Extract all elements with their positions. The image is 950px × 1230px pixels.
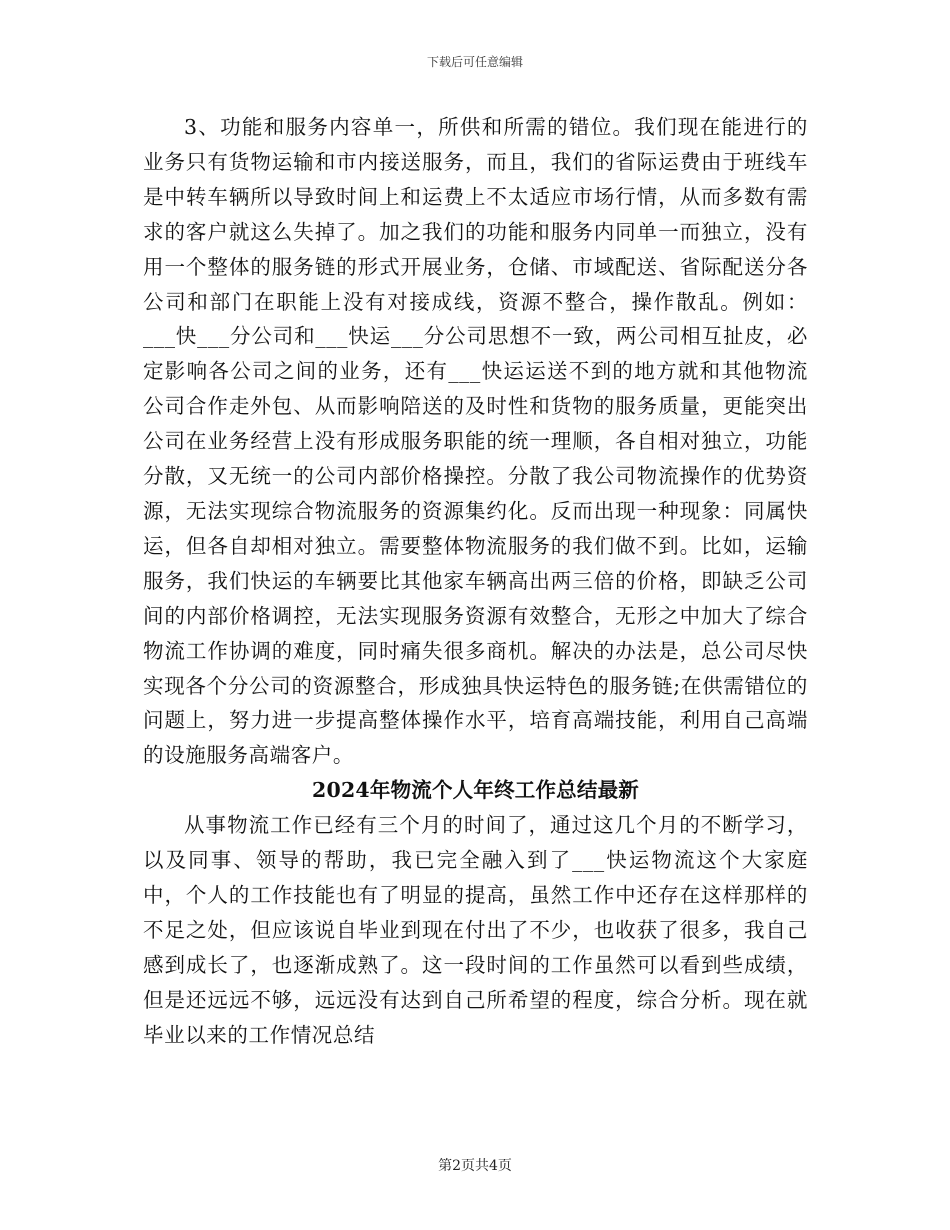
- page-header-note: 下载后可任意编辑: [426, 55, 523, 69]
- page-number: 第2页共4页: [438, 1158, 512, 1174]
- section-title: 2024年物流个人年终工作总结最新: [312, 778, 639, 803]
- document-body: [143, 110, 808, 1052]
- body-paragraph-1: 3、功能和服务内容单一，所供和所需的错位。我们现在能进行的业务只有货物运输和市内接送服务，而且，我们的省际运费由于班线车是中转车辆所以导致时间上和运费上不太适应市场行情，从而多数有需求的客户就这么失掉了。加之我们的功能和服务内同单一而独立，没有用一个整体的服务链的形式开展业务，仓储、市域配送、省际配送分各公司和部门在职能上没有对接成线，资源不整合，操作散乱。例如：___快___分公司和___快运___分公司思想不一致，两公司相互扯皮，必定影响各公司之间的业务，还有___快运运送不到的地方就和其他物流公司合作走外包、从而影响陪送的及时性和货物的服务质量，更能突出公司在业务经营上没有形成服务职能的统一理顺，各自相对独立，功能分散，又无统一的公司内部价格操控。分散了我公司物流操作的优势资源，无法实现综合物流服务的资源集约化。反而出现一种现象：同属快运，但各自却相对独立。需要整体物流服务的我们做不到。比如，运输服务，我们快运的车辆要比其他家车辆高出两三倍的价格，即缺乏公司间的内部价格调控，无法实现服务资源有效整合，无形之中加大了综合物流工作协调的难度，同时痛失很多商机。解决的办法是，总公司尽快实现各个分公司的资源整合，形成独具快运特色的服务链;在供需错位的问题上，努力进一步提高整体操作水平，培育高端技能，利用自己高端的设施服务高端客户。: [143, 115, 808, 768]
- body-paragraph-2: 从事物流工作已经有三个月的时间了，通过这几个月的不断学习，以及同事、领导的帮助，我已完全融入到了___快运物流这个大家庭中，个人的工作技能也有了明显的提高，虽然工作中还存在这样那样的不足之处，但应该说自毕业到现在付出了不少，也收获了很多，我自己感到成长了，也逐渐成熟了。这一段时间的工作虽然可以看到些成绩，但是还远远不够，远远没有达到自己所希望的程度，综合分析。现在就毕业以来的工作情况总结: [143, 813, 808, 1047]
